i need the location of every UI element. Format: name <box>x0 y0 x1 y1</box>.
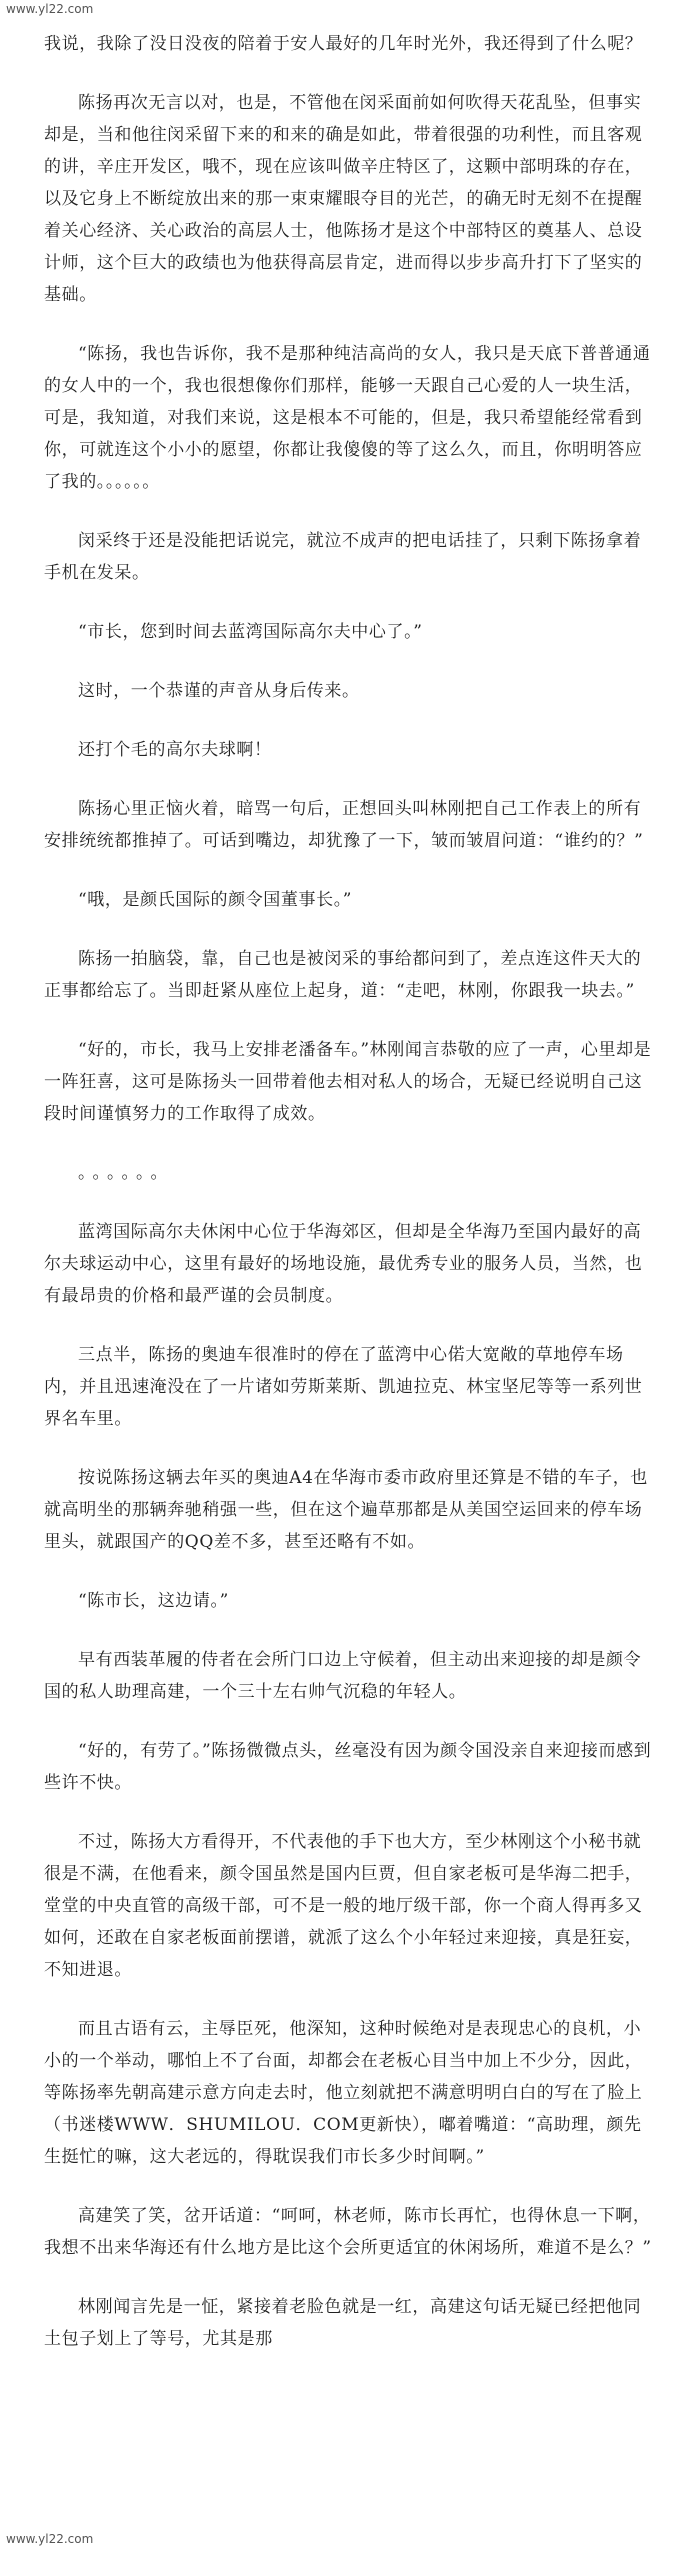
paragraph-16: 早有西装革履的侍者在会所门口边上守候着，但主动出来迎接的却是颜令国的私人助理高建，一个三十左右帅气沉稳的年轻人。 <box>44 1650 642 1702</box>
paragraph-19: 而且古语有云，主辱臣死，他深知，这种时候绝对是表现忠心的良机，小小的一个举动，哪怕上不了台面，却都会在老板心目当中加上不少分，因此，等陈扬率先朝高建示意方向走去时，他立刻就把不满意明明白白的写在了脸上（书迷楼WWW．SHUMILOU．COM更新快），嘟着嘴道：“高助理，颜先生挺忙的嘛，这大老远的，得耽误我们市长多少时间啊。” <box>44 2019 643 2167</box>
article-body <box>44 28 656 2382</box>
paragraph-15: “陈市长，这边请。” <box>78 1591 229 1611</box>
paragraph-2: 陈扬再次无言以对，也是，不管他在闵采面前如何吹得天花乱坠，但事实却是，当和他往闵采留下来的和来的确是如此，带着很强的功利性，而且客观的讲，辛庄开发区，哦不，现在应该叫做辛庄特区了，这颗中部明珠的存在，以及它身上不断绽放出来的那一束束耀眼夺目的光芒，的确无时无刻不在提醒着关心经济、关心政治的高层人士，他陈扬才是这个中部特区的奠基人、总设计师，这个巨大的政绩也为他获得高层肯定，进而得以步步高升打下了坚实的基础。 <box>44 93 643 305</box>
paragraph-4: 闵采终于还是没能把话说完，就泣不成声的把电话挂了，只剩下陈扬拿着手机在发呆。 <box>44 531 642 583</box>
paragraph-17: “好的，有劳了。”陈扬微微点头，丝毫没有因为颜令国没亲自来迎接而感到些许不快。 <box>44 1741 652 1793</box>
paragraph-13: 三点半，陈扬的奥迪车很准时的停在了蓝湾中心偌大宽敞的草地停车场内，并且迅速淹没在了一片诸如劳斯莱斯、凯迪拉克、林宝坚尼等等一系列世界名车里。 <box>44 1345 643 1429</box>
paragraph-18: 不过，陈扬大方看得开，不代表他的手下也大方，至少林刚这个小秘书就很是不满，在他看来，颜令国虽然是国内巨贾，但自家老板可是华海二把手，堂堂的中央直管的高级干部，可不是一般的地厅级干部，你一个商人得再多又如何，还敢在自家老板面前摆谱，就派了这么个小年轻过来迎接，真是狂妄，不知进退。 <box>44 1832 643 1980</box>
paragraph-7: 还打个毛的高尔夫球啊！ <box>78 740 272 760</box>
paragraph-3: “陈扬，我也告诉你，我不是那种纯洁高尚的女人，我只是天底下普普通通的女人中的一个，我也很想像你们那样，能够一天跟自己心爱的人一块生活，可是，我知道，对我们来说，这是根本不可能的，但是，我只希望能经常看到你，可就连这个小小的愿望，你都让我傻傻的等了这么久，而且，你明明答应了我的。。。。。。 <box>44 344 651 492</box>
watermark-bottom: www.yl22.com <box>6 2532 94 2546</box>
paragraph-11: “好的，市长，我马上安排老潘备车。”林刚闻言恭敬的应了一声，心里却是一阵狂喜，这可是陈扬头一回带着他去相对私人的场合，无疑已经说明自己这段时间谨慎努力的工作取得了成效。 <box>44 1040 652 1124</box>
paragraph-10: 陈扬一拍脑袋，靠，自己也是被闵采的事给都问到了，差点连这件天大的正事都给忘了。当即赶紧从座位上起身，道：“走吧，林刚，你跟我一块去。” <box>44 949 642 1001</box>
watermark-top: www.yl22.com <box>6 2 94 16</box>
paragraph-5: “市长，您到时间去蓝湾国际高尔夫中心了。” <box>78 622 423 642</box>
paragraph-9: “哦，是颜氏国际的颜令国董事长。” <box>78 890 353 910</box>
section-break: 。。。。。。 <box>78 1163 174 1183</box>
paragraph-20: 高建笑了笑，岔开话道：“呵呵，林老师，陈市长再忙，也得休息一下啊，我想不出来华海还有什么地方是比这个会所更适宜的休闲场所，难道不是么？” <box>44 2206 652 2258</box>
paragraph-14: 按说陈扬这辆去年买的奥迪A4在华海市委市政府里还算是不错的车子，也就高明坐的那辆奔驰稍强一些，但在这个遍草那都是从美国空运回来的停车场里头，就跟国产的QQ差不多，甚至还略有不如。 <box>44 1468 648 1552</box>
paragraph-8: 陈扬心里正恼火着，暗骂一句后，正想回头叫林刚把自己工作表上的所有安排统统都推掉了。可话到嘴边，却犹豫了一下，皱而皱眉问道：“谁约的？” <box>44 799 644 851</box>
paragraph-1: 我说，我除了没日没夜的陪着于安人最好的几年时光外，我还得到了什么呢？ <box>44 34 643 54</box>
paragraph-6: 这时，一个恭谨的声音从身后传来。 <box>78 681 360 701</box>
paragraph-12: 蓝湾国际高尔夫休闲中心位于华海郊区，但却是全华海乃至国内最好的高尔夫球运动中心，这里有最好的场地设施，最优秀专业的服务人员，当然，也有最昂贵的价格和最严谨的会员制度。 <box>44 1222 643 1306</box>
paragraph-21: 林刚闻言先是一怔，紧接着老脸色就是一红，高建这句话无疑已经把他同土包子划上了等号，尤其是那 <box>44 2297 642 2349</box>
